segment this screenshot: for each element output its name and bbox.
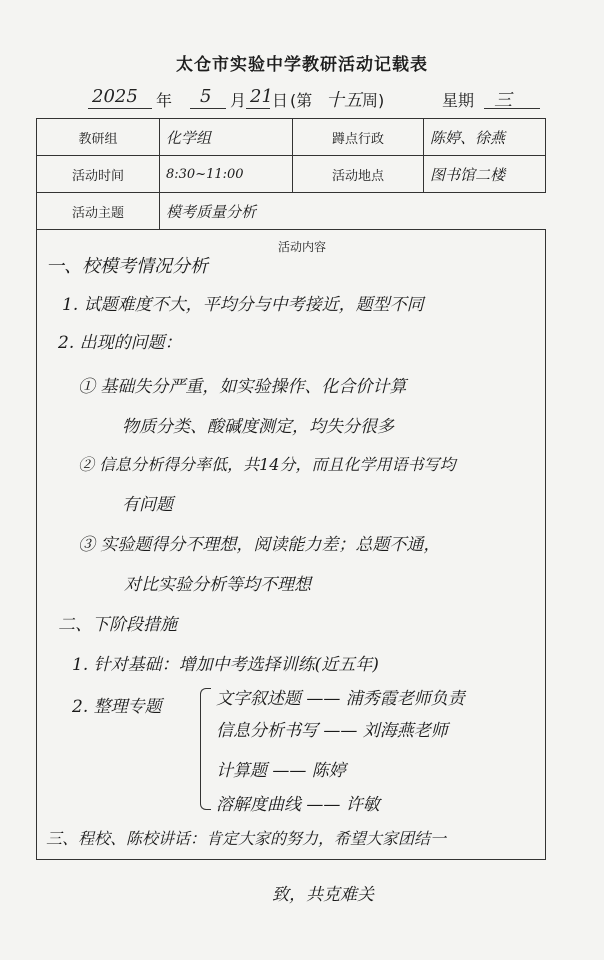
- content-line-17: 三、程校、陈校讲话：肯定大家的努力，希望大家团结一: [46, 829, 447, 848]
- day-underline: [246, 108, 270, 109]
- content-line-10: 二、下阶段措施: [58, 615, 177, 635]
- content-line-1: 一、校模考情况分析: [46, 256, 208, 277]
- content-line-2: 1. 试题难度不大，平均分与中考接近，题型不同: [62, 295, 424, 315]
- table-row: [37, 119, 546, 156]
- day-label: 日: [272, 91, 289, 110]
- week-value: 十五: [326, 90, 362, 111]
- month-label: 月: [230, 91, 247, 110]
- content-line-3: 2. 出现的问题：: [58, 333, 182, 353]
- admin-label: 蹲点行政: [293, 119, 424, 156]
- place-label: 活动地点: [293, 156, 424, 193]
- day-value: 21: [250, 86, 273, 107]
- group-label: 教研组: [37, 119, 160, 156]
- content-line-16: 溶解度曲线 —— 许敏: [216, 795, 380, 815]
- weekday-label: 星期: [442, 91, 475, 110]
- date-line: [0, 84, 604, 114]
- month-value: 5: [200, 86, 212, 107]
- form-title: 太仓市实验中学教研活动记载表: [176, 55, 428, 75]
- content-line-7: 有问题: [122, 495, 173, 515]
- table-row: [37, 193, 546, 230]
- year-underline: [88, 108, 152, 109]
- time-label: 活动时间: [37, 156, 160, 193]
- content-line-14: 信息分析书写 —— 刘海燕老师: [216, 721, 448, 741]
- place-value: 图书馆二楼: [424, 156, 546, 193]
- weekday-value: 三: [494, 90, 512, 111]
- month-underline: [190, 108, 226, 109]
- content-line-8: ③ 实验题得分不理想，阅读能力差；总题不通，: [78, 535, 441, 555]
- year-value: 2025: [92, 86, 138, 107]
- content-line-15: 计算题 —— 陈婷: [216, 761, 346, 781]
- content-line-9: 对比实验分析等均不理想: [124, 575, 311, 595]
- weekday-underline: [484, 108, 540, 109]
- admin-value: 陈婷、徐燕: [424, 119, 546, 156]
- info-table: [36, 118, 546, 230]
- content-line-6: ② 信息分析得分率低，共14分，而且化学用语书写均: [78, 455, 456, 474]
- content-line-4: ① 基础失分严重，如实验操作、化合价计算: [78, 377, 407, 397]
- content-line-5: 物质分类、酸碱度测定，均失分很多: [122, 417, 394, 437]
- group-value: 化学组: [160, 119, 293, 156]
- year-label: 年: [156, 91, 173, 110]
- theme-label: 活动主题: [37, 193, 160, 230]
- theme-value: 模考质量分析: [160, 193, 546, 230]
- week-prefix: (第: [290, 91, 313, 110]
- content-line-11: 1. 针对基础：增加中考选择训练(近五年): [72, 655, 379, 675]
- content-line-13: 文字叙述题 —— 浦秀霞老师负责: [216, 689, 465, 709]
- week-suffix: 周): [362, 91, 385, 110]
- topic-bracket: [200, 688, 211, 810]
- content-line-18: 致，共克难关: [272, 885, 374, 905]
- content-line-12: 2. 整理专题: [72, 697, 162, 717]
- content-label: 活动内容: [277, 240, 326, 254]
- table-row: [37, 156, 546, 193]
- time-value: 8:30~11:00: [160, 156, 293, 193]
